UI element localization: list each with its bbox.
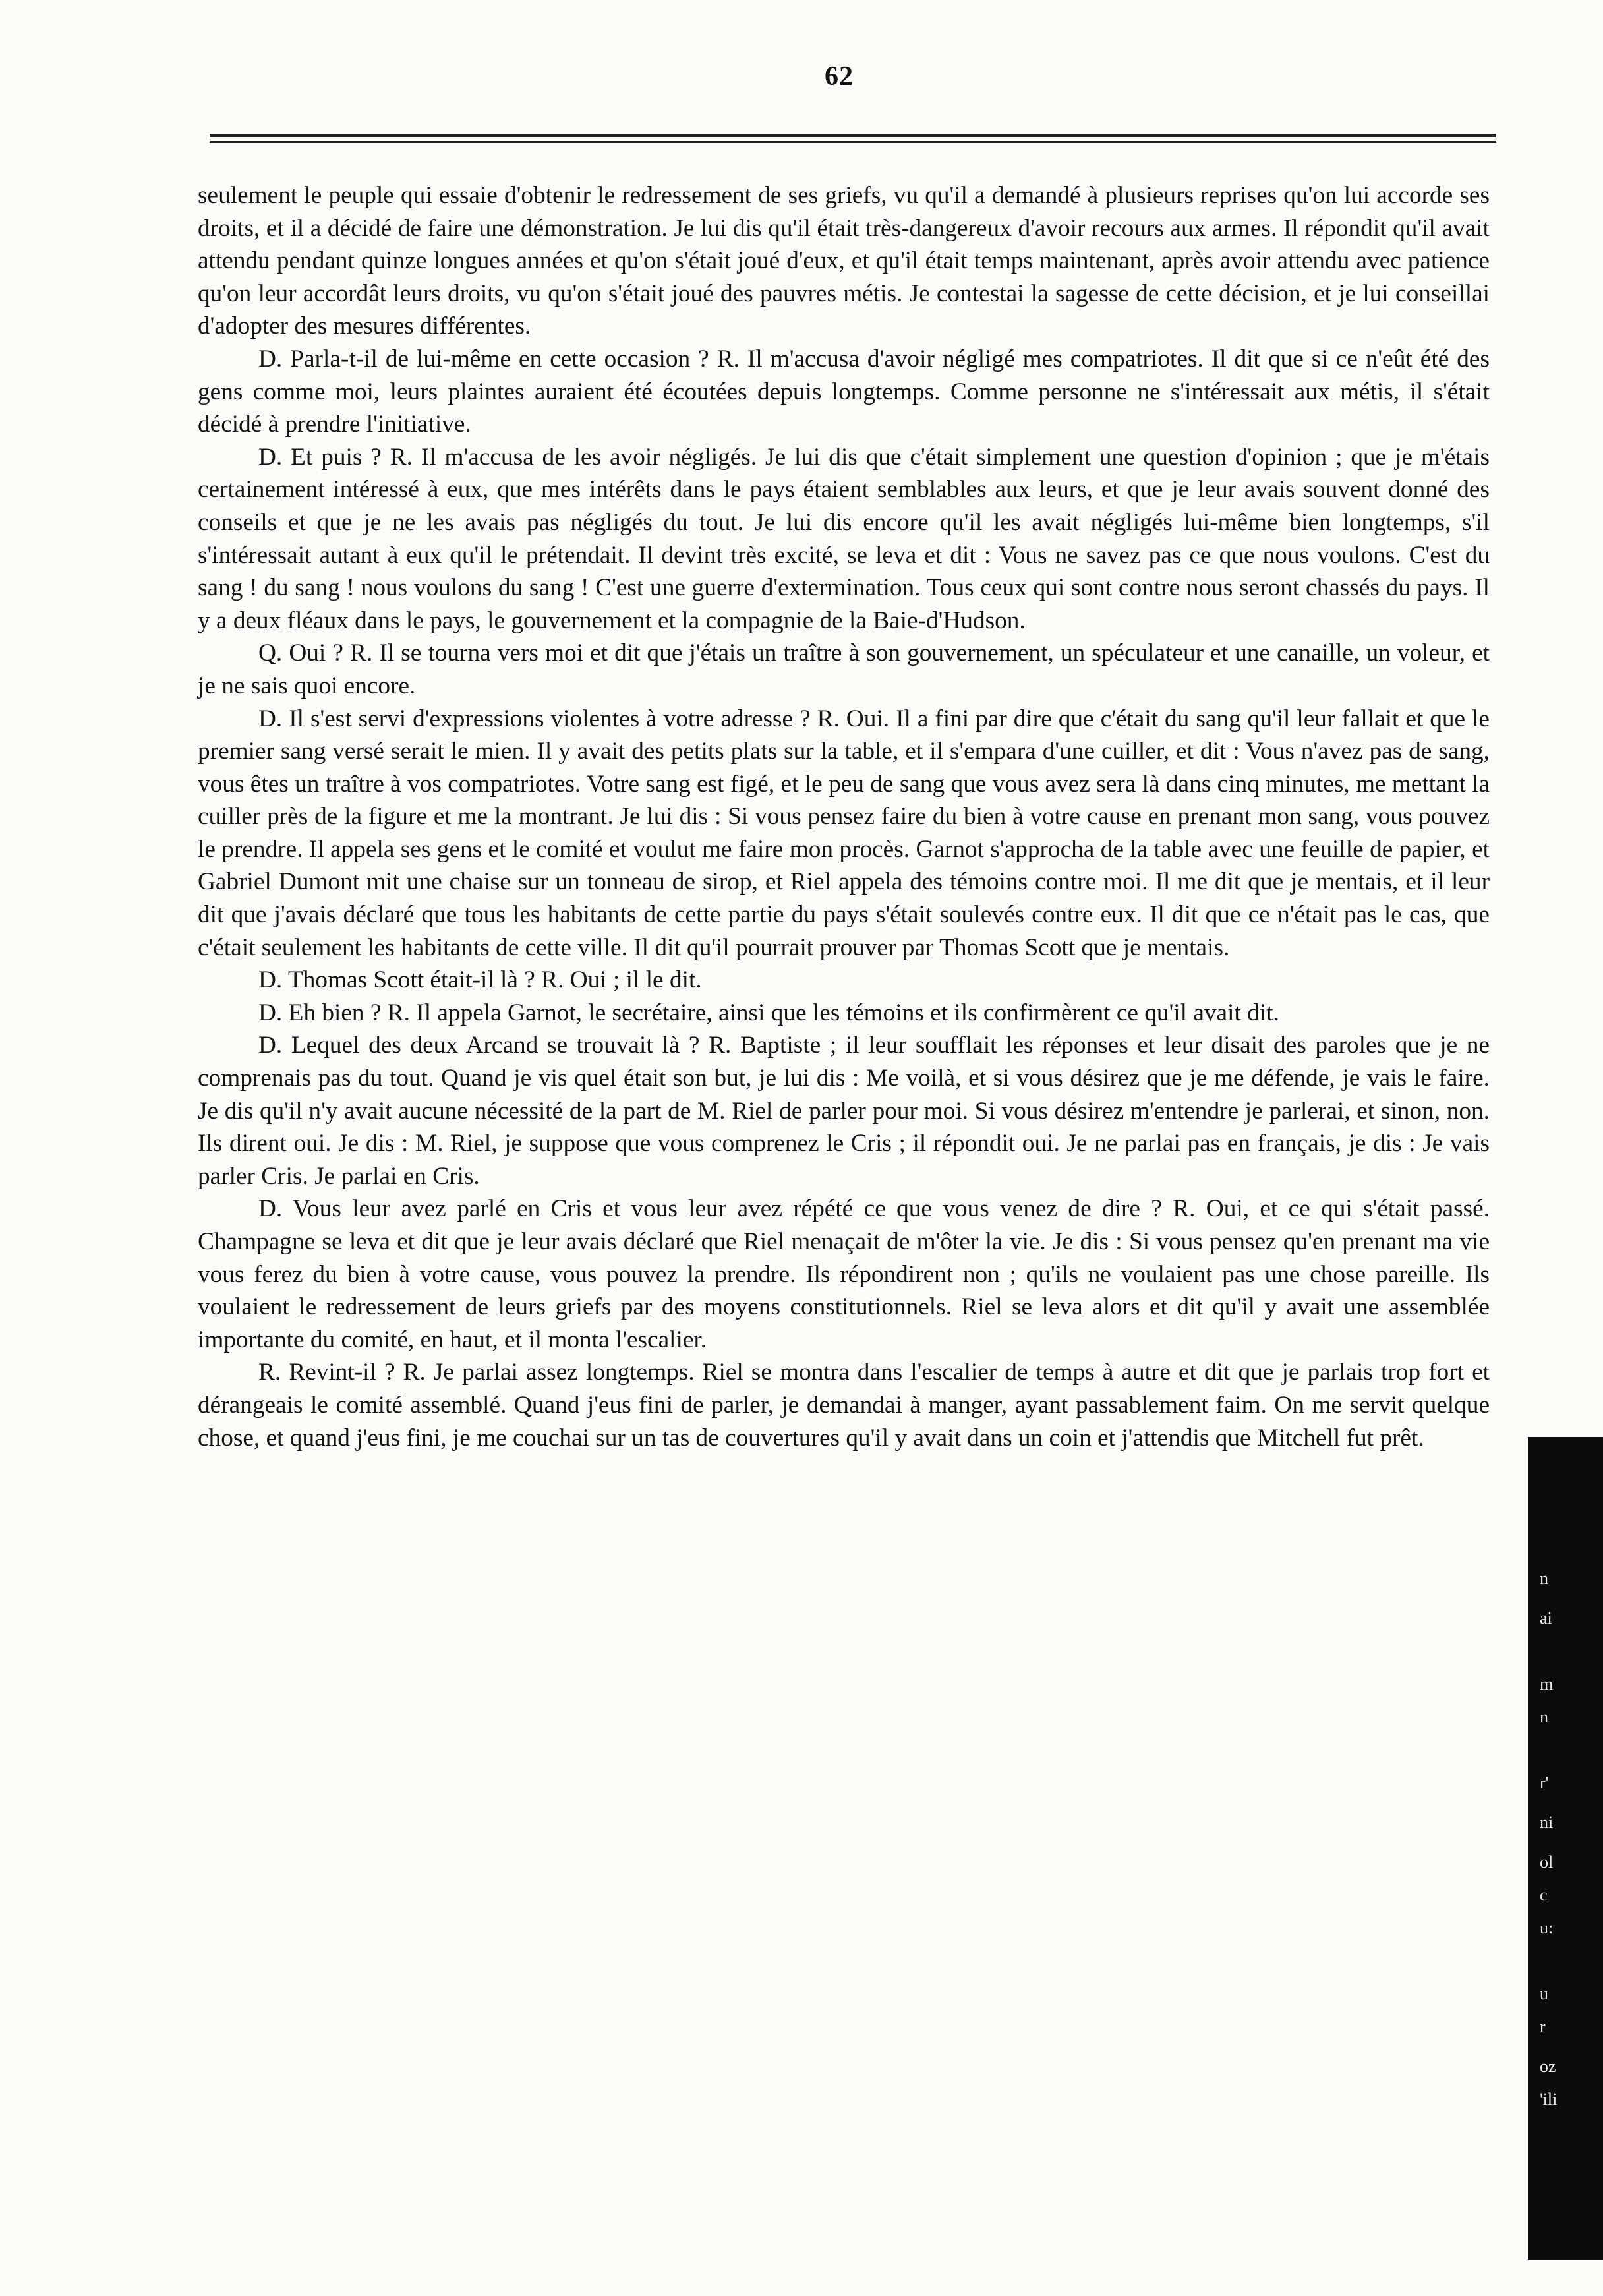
margin-fragment: c xyxy=(1540,1885,1548,1904)
paragraph: D. Il s'est servi d'expressions violentes à votre adresse ? R. Oui. Il a fini par dire que c'était du sang qu'il leur fallait et que le premier sang versé serait le mien. Il y avait des petits plats sur la table, et il s'empara d'une cuiller, et dit : Vous n'avez pas de sang, vous êtes un traître à vos compatriotes. Votre sang est figé, et le peu de sang que vous avez sera là dans cinq minutes, me mettant la cuiller près de la figure et me la montrant. Je lui dis : Si vous pensez faire du bien à votre cause en prenant mon sang, vous pouvez le prendre. Il appela ses gens et le comité et voulut me faire mon procès. Garnot s'approcha de la table avec une feuille de papier, et Gabriel Dumont mit une chaise sur un tonneau de sirop, et Riel appela des témoins contre moi. Il me dit que je mentais, et il leur dit que j'avais déclaré que tous les habitants de cette partie du pays s'était soulevés contre eux. Il dit que ce n'était pas le cas, que c'était seulement les habitants de cette ville. Il dit qu'il pourrait prouver par Thomas Scott que je mentais. xyxy=(198,705,1490,961)
margin-fragment: u: xyxy=(1540,1918,1554,1937)
margin-fragment: u xyxy=(1540,1984,1548,2003)
paragraph: D. Et puis ? R. Il m'accusa de les avoir négligés. Je lui dis que c'était simplement une question d'opinion ; que je m'étais certainement intéressé à eux, que mes intérêts dans le pays étaient semblables aux leurs, et que je leur avais souvent donné des conseils et que je ne les avais pas négligés du tout. Je lui dis encore qu'il les avait négligés lui-même bien longtemps, s'il s'intéressait autant à eux qu'il le prétendait. Il devint très excité, se leva et dit : Vous ne savez pas ce que nous voulons. C'est du sang ! du sang ! nous voulons du sang ! C'est une guerre d'extermination. Tous ceux qui sont contre nous seront chassés du pays. Il y a deux fléaux dans le pays, le gouvernement et la compagnie de la Baie-d'Hudson. xyxy=(198,443,1490,634)
margin-fragment: m xyxy=(1540,1674,1554,1693)
margin-fragment: r xyxy=(1540,2017,1546,2036)
header-rule-thin xyxy=(210,141,1496,143)
paragraph: D. Vous leur avez parlé en Cris et vous leur avez répété ce que vous venez de dire ? R. Oui, et ce qui s'était passé. Champagne se leva et dit que je leur avais déclaré que Riel menaçait de m'ôter la vie. Je dis : Si vous pensez qu'en prenant ma vie vous ferez du bien à votre cause, vous pouvez la prendre. Ils répondirent non ; qu'ils ne voulaient pas une chose pareille. Ils voulaient le redressement de leurs griefs par des moyens constitutionnels. Riel se leva alors et dit qu'il y avait une assemblée importante du comité, en haut, et il monta l'escalier. xyxy=(198,1195,1490,1353)
paragraph: D. Lequel des deux Arcand se trouvait là ? R. Baptiste ; il leur soufflait les réponses et leur disait des paroles que je ne comprenais pas du tout. Quand je vis quel était son but, je lui dis : Me voilà, et si vous désirez que je me défende, je vais le faire. Je dis qu'il n'y avait aucune nécessité de la part de M. Riel de parler pour moi. Si vous désirez m'entendre je parlerai, et sinon, non. Ils dirent oui. Je dis : M. Riel, je suppose que vous comprenez le Cris ; il répondit oui. Je ne parlai pas en français, je dis : Je vais parler Cris. Je parlai en Cris. xyxy=(198,1032,1490,1190)
margin-fragment: oz xyxy=(1540,2057,1556,2076)
margin-fragment: ni xyxy=(1540,1813,1554,1832)
paragraph: D. Eh bien ? R. Il appela Garnot, le secrétaire, ainsi que les témoins et ils confirmèrent ce qu'il avait dit. xyxy=(258,999,1279,1026)
paragraph: D. Thomas Scott était-il là ? R. Oui ; il le dit. xyxy=(258,966,702,994)
paragraph: R. Revint-il ? R. Je parlai assez longtemps. Riel se montra dans l'escalier de temps à autre et dit que je parlais trop fort et dérangeais le comité assemblé. Quand j'eus fini de parler, je demandai à manger, ayant passablement faim. On me servit quelque chose, et quand j'eus fini, je me couchai sur un tas de couvertures qu'il y avait dans un coin et j'attendis que Mitchell fut prêt. xyxy=(198,1359,1490,1452)
margin-fragment: ol xyxy=(1540,1852,1554,1871)
margin-fragment: r' xyxy=(1540,1773,1549,1792)
margin-fragment: ai xyxy=(1540,1608,1552,1628)
paragraph: Q. Oui ? R. Il se tourna vers moi et dit que j'étais un traître à son gouvernement, un spéculateur et une canaille, un voleur, et je ne sais quoi encore. xyxy=(198,639,1490,699)
margin-fragment: n xyxy=(1540,1569,1548,1588)
paragraph: seulement le peuple qui essaie d'obtenir le redressement de ses griefs, vu qu'il a demandé à plusieurs reprises qu'on lui accorde ses droits, et il a décidé de faire une démonstration. Je lui dis qu'il était très-dangereux d'avoir recours aux armes. Il répondit qu'il avait attendu pendant quinze longues années et qu'on s'était joué d'eux, et qu'il était temps maintenant, après avoir attendu avec patience qu'on leur accordât leurs droits, vu qu'on s'était joué des pauvres métis. Je contestai la sagesse de cette décision, et je lui conseillai d'adopter des mesures différentes. xyxy=(198,182,1490,340)
margin-fragment: 'ili xyxy=(1540,2090,1558,2109)
page-number: 62 xyxy=(825,61,854,92)
header-rule-thick xyxy=(210,134,1496,137)
paragraph: D. Parla-t-il de lui-même en cette occasion ? R. Il m'accusa d'avoir négligé mes compatriotes. Il dit que si ce n'eût été des gens comme moi, leurs plaintes auraient été écoutées depuis longtemps. Comme personne ne s'intéressait aux métis, il s'était décidé à prendre l'initiative. xyxy=(198,345,1490,438)
body-text xyxy=(198,179,1490,1454)
margin-dark-bar xyxy=(1528,1437,1603,2260)
margin-fragment: n xyxy=(1540,1707,1548,1726)
